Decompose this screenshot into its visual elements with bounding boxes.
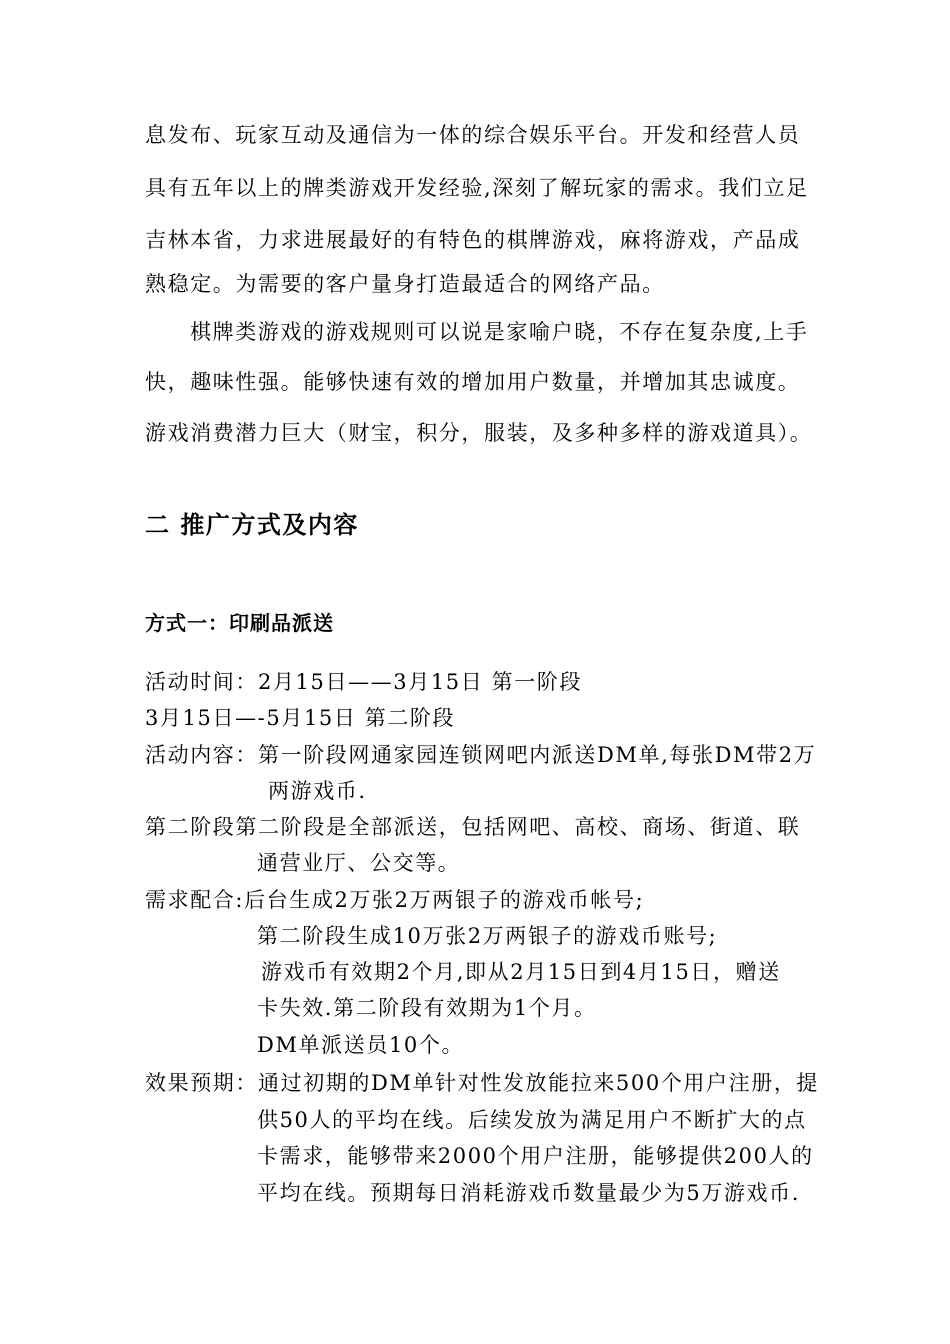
activity-time-line: 活动时间：2月15日——3月15日 第一阶段 [145, 670, 583, 694]
phase-two-line: 第二阶段第二阶段是全部派送，包括网吧、高校、商场、街道、联 [145, 815, 801, 839]
expected-effect-line: 供50人的平均在线。后续发放为满足用户不断扩大的点 [257, 1108, 807, 1132]
expected-effect-line: 平均在线。预期每日消耗游戏币数量最少为5万游戏币. [257, 1181, 801, 1205]
requirements-line: 卡失效.第二阶段有效期为1个月。 [257, 996, 597, 1020]
paragraph-line: 息发布、玩家互动及通信为一体的综合娱乐平台。开发和经营人员 [145, 123, 801, 147]
requirements-line: DM单派送员10个。 [257, 1033, 465, 1057]
section-heading: 二 推广方式及内容 [145, 511, 359, 539]
paragraph-line: 熟稳定。为需要的客户量身打造最适合的网络产品。 [145, 272, 665, 296]
activity-content-line: 活动内容：第一阶段网通家园连锁网吧内派送DM单,每张DM带2万 [145, 743, 817, 767]
requirements-line: 需求配合:后台生成2万张2万两银子的游戏币帐号; [145, 888, 645, 912]
expected-effect-line: 卡需求，能够带来2000个用户注册，能够提供200人的 [257, 1144, 814, 1168]
activity-content-line: 两游戏币. [268, 779, 367, 803]
paragraph-line: 吉林本省，力求进展最好的有特色的棋牌游戏，麻将游戏，产品成 [145, 228, 801, 252]
method-heading: 方式一：印刷品派送 [145, 611, 334, 635]
paragraph-line: 游戏消费潜力巨大（财宝，积分，服装，及多种多样的游戏道具）。 [145, 421, 813, 445]
paragraph-line: 快，趣味性强。能够快速有效的增加用户数量，并增加其忠诚度。 [145, 370, 801, 394]
requirements-line: 游戏币有效期2个月,即从2月15日到4月15日，赠送 [261, 960, 781, 984]
activity-time-line: 3月15日—-5月15日 第二阶段 [145, 706, 456, 730]
paragraph-line: 棋牌类游戏的游戏规则可以说是家喻户晓，不存在复杂度,上手 [190, 320, 809, 344]
paragraph-line: 具有五年以上的牌类游戏开发经验,深刻了解玩家的需求。我们立足 [145, 176, 809, 200]
expected-effect-line: 效果预期：通过初期的DM单针对性发放能拉来500个用户注册，提 [145, 1071, 820, 1095]
requirements-line: 第二阶段生成10万张2万两银子的游戏币账号; [257, 924, 718, 948]
phase-two-line: 通营业厅、公交等。 [257, 851, 461, 875]
